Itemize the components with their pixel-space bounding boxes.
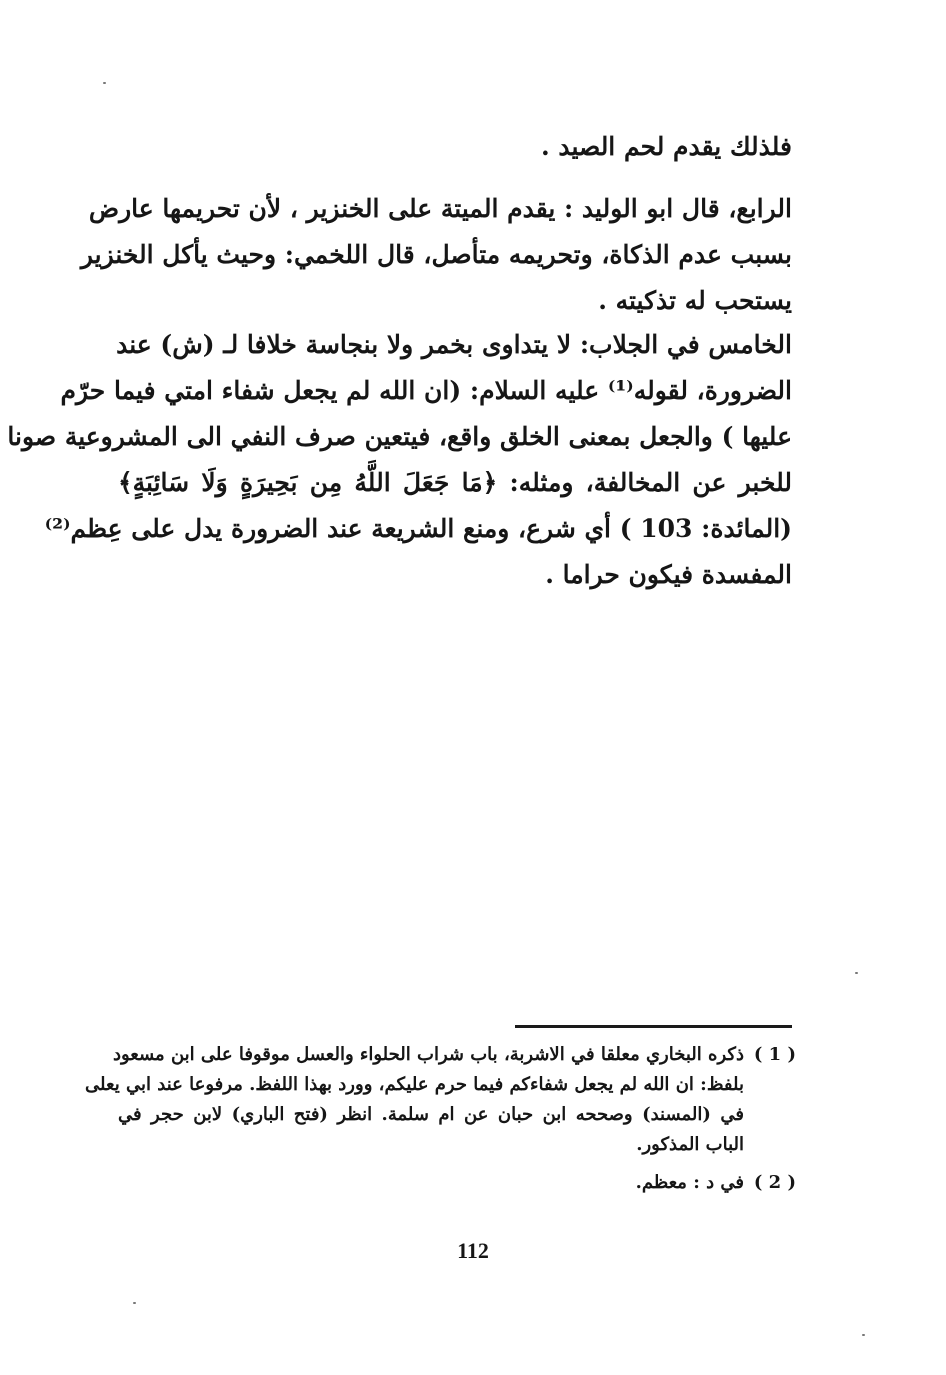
footnote-line: في د : معظم.	[635, 1172, 744, 1193]
scan-speck	[103, 82, 106, 84]
paragraph-line: يستحب له تذكيته .	[598, 286, 792, 315]
paragraph-line: الضرورة، لقوله⁽¹⁾ عليه السلام: (ان الله لم يجعل شفاء امتي فيما حرّم	[60, 376, 792, 405]
paragraph-2	[80, 186, 792, 324]
paragraph-line: الخامس في الجلاب: لا يتداوى بخمر ولا بنجاسة خلافا لـ (ش) عند	[116, 330, 792, 359]
scan-speck	[862, 1334, 865, 1336]
footnote-separator	[515, 1025, 792, 1028]
footnotes	[85, 1040, 796, 1198]
paragraph-line: فلذلك يقدم لحم الصيد .	[540, 132, 792, 161]
paragraph-line: (المائدة: 103 ) أي شرع، ومنع الشريعة عند الضرورة يدل على عِظم⁽²⁾	[44, 514, 792, 543]
paragraph-line: الرابع، قال ابو الوليد : يقدم الميتة على الخنزير ، لأن تحريمها عارض	[88, 194, 792, 223]
paragraph-line: للخبر عن المخالفة، ومثله: ﴿مَا جَعَلَ اللَّهُ مِن بَحِيرَةٍ وَلَا سَائِبَةٍ﴾	[118, 468, 792, 497]
scan-speck	[133, 1302, 136, 1304]
footnote-line: بلفظ: ان الله لم يجعل شفاءكم فيما حرم عليكم، وورد بهذا اللفظ. مرفوعا عند ابي يعلى	[85, 1074, 744, 1095]
footnote-2	[118, 1168, 796, 1198]
paragraph-3	[7, 322, 792, 598]
footnote-number: ( 1 )	[753, 1044, 796, 1065]
footnote-line: ذكره البخاري معلقا في الاشربة، باب شراب الحلواء والعسل موقوفا على ابن مسعود	[112, 1044, 744, 1065]
paragraph-line: بسبب عدم الذكاة، وتحريمه متأصل، قال اللخمي: وحيث يأكل الخنزير	[80, 240, 792, 269]
scan-speck	[855, 972, 858, 974]
footnote-line: في (المسند) وصححه ابن حبان عن ام سلمة. انظر (فتح الباري) لابن حجر في	[118, 1104, 744, 1125]
paragraph-1	[118, 124, 792, 170]
footnote-1	[85, 1040, 796, 1160]
footnote-line: الباب المذكور.	[636, 1134, 744, 1155]
paragraph-line: عليها ) والجعل بمعنى الخلق واقع، فيتعين صرف النفي الى المشروعية صونا	[7, 422, 792, 451]
page-number: 112	[457, 1238, 489, 1263]
footnote-number: ( 2 )	[753, 1172, 796, 1193]
paragraph-line: المفسدة فيكون حراما .	[545, 560, 792, 589]
